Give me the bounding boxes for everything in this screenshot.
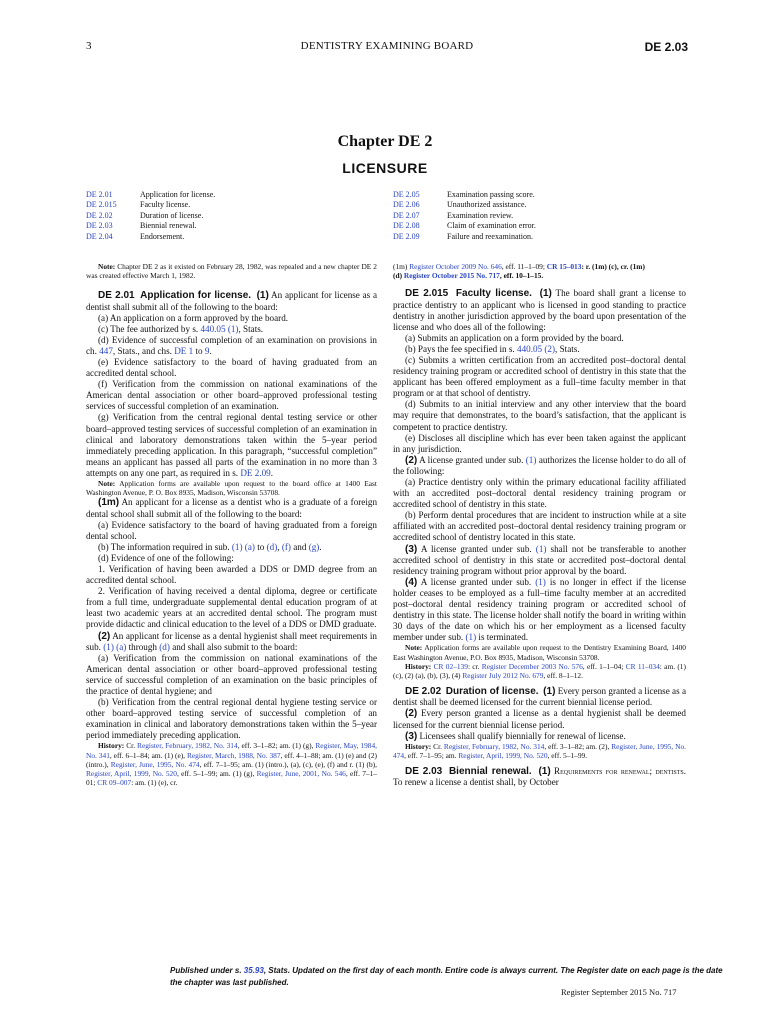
para: (d) Evidence of successful completion of an examination on provisions in ch. 447, Stats., and chs. DE 1 to 9. — [86, 334, 377, 356]
register-link[interactable]: Register, June, 1995, No. 474 — [110, 759, 200, 769]
para: (4) A license granted under sub. (1) is no longer in effect if the license holder ceases to be employed as a full–time faculty member at an accredited post–doctoral dental residency training program or accredited school of dentistry in this state. The license holder shall notify the board in writing within 30 days of the date on which his or her employment as a licensed faculty member under sub. (1) is terminated. — [393, 576, 687, 643]
para: (a) Verification from the commission on national examinations of the American dental association or other board–approved professional testing service of successful completion of an examination on the basic principles of the practice of dental hygiene; and — [86, 652, 377, 696]
cr-link[interactable]: CR 15–013 — [546, 262, 582, 271]
note: Note: Application forms are available upon request to the board office at 1400 East Washington Avenue, P. O. Box 8935, Madison, Wisconsin 53708. — [86, 479, 377, 498]
toc-row[interactable] — [393, 190, 688, 200]
toc-row[interactable] — [86, 200, 376, 210]
toc-row[interactable] — [86, 211, 376, 221]
para: (b) Perform dental procedures that are incident to instruction while at a site affiliated with an accredited post–doctoral dental residency training program or accredited school of dentistry located in this state. — [393, 510, 686, 543]
history-note: History: Cr. Register, February, 1982, No. 314, eff. 3–1–82; am. (2), Register, June, 1995, No. 474, eff. 7–1–95; am. Register, April, 1999, No. 520, eff. 5–1–99. — [393, 741, 686, 760]
para: 2. Verification of having received a dental diploma, degree or certificate from a full time, undergraduate supplemental dental education program of at least two academic years at an accredited dental school. The program must provide didactic and clinical education to the level of a DDS or DMD graduate. — [86, 586, 377, 630]
toc-link[interactable]: DE 2.03 — [86, 221, 113, 231]
para: (2) A license granted under sub. (1) authorizes the license holder to do all of the following: — [393, 454, 686, 476]
chapter-title: Chapter DE 2 — [337, 133, 433, 150]
chapter-subtitle: LICENSURE — [342, 160, 428, 176]
register-link[interactable]: Register, April, 1999, No. 520 — [86, 769, 177, 779]
section-de-2-03: DE 2.03 Biennial renewal. (1) Requirements for renewal; dentists. To renew a license a dentist shall, by October — [393, 766, 687, 788]
toc-row[interactable] — [393, 221, 688, 231]
para: (f) Verification from the commission on national examinations of the American dental association or other board–approved professional testing services of successful completion of an examination. — [86, 379, 377, 412]
toc-title: Endorsement. — [140, 231, 185, 241]
history-note: History: CR 02–139: cr. Register December 2003 No. 576, eff. 1–1–04; CR 11–034: am. (1) (c), (2) (a), (b), (3), (4) Register July 2012 No. 679, eff. 8–1–12. — [393, 661, 686, 681]
chapter-note: Note: Chapter DE 2 as it existed on February 28, 1982, was repealed and a new chapter DE 2 was created effective March 1, 1982. — [86, 262, 377, 281]
chapter-link[interactable]: 447 — [99, 345, 113, 356]
section-de-2-015: DE 2.015 Faculty license. (1) The board shall grant a license to practice dentistry to an applicant who is licensed in good standing to practice dentistry in another jurisdiction approved by the board upon presentation of the license and who does all of the following: — [393, 288, 686, 332]
statute-link[interactable]: 440.05 (2) — [517, 343, 556, 354]
toc-row[interactable] — [393, 211, 688, 221]
toc-link[interactable]: DE 2.05 — [393, 190, 420, 199]
sub-link[interactable]: (1) — [525, 454, 537, 465]
toc-link[interactable]: DE 2.01 — [86, 190, 113, 199]
para: (2) An applicant for license as a dental hygienist shall meet requirements in sub. (1) (a) through (d) and shall also submit to the board: — [86, 630, 377, 652]
toc-link[interactable]: DE 2.06 — [393, 200, 420, 210]
toc-left — [86, 190, 376, 242]
toc-row[interactable] — [393, 232, 688, 242]
cr-link[interactable]: CR 11–034 — [625, 661, 660, 671]
sub-link[interactable]: (1) (a) — [231, 541, 255, 552]
para: (b) Verification from the central regional dental hygiene testing service or other board–approved testing service of successful completion of an examination in clinical and laboratory demonstrations taken within the 5–year period immediately preceding application. — [86, 697, 377, 741]
toc-link[interactable]: DE 2.015 — [86, 200, 117, 210]
toc-link[interactable]: DE 2.07 — [393, 210, 420, 220]
para: (3) Licensees shall qualify biennially for renewal of license. — [405, 730, 626, 742]
section-de-2-02: DE 2.02 Duration of license. (1) Every person granted a license as a dentist shall be deemed licensed for the current biennial license period. — [393, 686, 686, 708]
toc-title: Claim of examination error. — [447, 221, 536, 231]
section-link[interactable]: DE 2.09 — [240, 467, 271, 478]
register-link[interactable]: Register, May, 1984, No. 341 — [86, 741, 378, 760]
toc-title: Failure and reexamination. — [447, 231, 533, 241]
toc-title: Examination review. — [447, 210, 514, 220]
publication-footer: Published under s. 35.93, Stats. Updated on the first day of each month. Entire code is always current. The Register date on each page is the date the chapter was last published. — [170, 966, 723, 987]
register-link[interactable]: Register December 2003 No. 576 — [481, 661, 583, 671]
toc-title: Application for license. — [140, 190, 216, 199]
toc-title: Faculty license. — [140, 200, 191, 210]
sub-link[interactable]: (f) — [281, 541, 291, 552]
right-column — [393, 262, 686, 788]
history-note: History: Cr. Register, February, 1982, No. 314, eff. 3–1–82; am. (1) (g), Register, May, 1984, No. 341, eff. 6–1–84; am. (1) (e), Register, March, 1988, No. 387, eff. 4–1–88; am. (1) (e) and (2) (intro.), Register, June, 1995, No. 474, eff. 7–1–95; am. (1) (intro.), (a), (c), (e), (f) and r. (1) (b), Register, April, 1999, No. 520, eff. 5–1–99; am. (1) (g), Register, June, 2001, No. 546, eff. 7–1–01; CR 09–007: am. (1) (e), cr. — [86, 741, 378, 788]
sub-link[interactable]: (1) — [535, 543, 547, 554]
para: (1m) An applicant for a license as a dentist who is a graduate of a foreign dental school shall submit all of the following to the board: — [86, 497, 378, 519]
page-number: 3 — [86, 40, 92, 52]
note: Note: Application forms are available upon request to the Dentistry Examining Board, 1400 East Washington Avenue, P.O. Box 8935, Madison, Wisconsin 53708. — [393, 643, 686, 662]
header-title: DENTISTRY EXAMINING BOARD — [300, 40, 474, 52]
register-link[interactable]: Register, February, 1982, No. 314 — [137, 741, 238, 751]
toc-link[interactable]: DE 2.02 — [86, 210, 113, 220]
toc-title: Unauthorized assistance. — [447, 200, 527, 210]
sub-link[interactable]: (1) — [535, 576, 546, 587]
register-link[interactable]: Register July 2012 No. 679 — [462, 671, 544, 681]
toc-link[interactable]: DE 2.04 — [86, 231, 113, 241]
para: (2) Every person granted a license as a dental hygienist shall be deemed licensed for the current biennial license period. — [393, 708, 686, 730]
sub-link[interactable]: (d) — [266, 541, 278, 552]
cr-link[interactable]: CR 02–139 — [433, 661, 468, 671]
para: (d) Evidence of one of the following: — [98, 552, 234, 563]
register-link[interactable]: CR 09–007 — [97, 778, 132, 788]
para: (c) Submits a written certification from an accredited post–doctoral dental residency training program or accredited school of dentistry in this state that the applicant has been offered employment as a full–time faculty member in that program or at that school of dentistry. — [393, 354, 686, 399]
statute-link[interactable]: 440.05 (1) — [200, 323, 239, 334]
para: (b) The information required in sub. (1) (a) to (d), (f) and (g). — [98, 541, 322, 552]
para: (a) Evidence satisfactory to the board of having graduated from a foreign dental school. — [86, 519, 377, 541]
para: (g) Verification from the central regional dental testing service or other board–approved testing services of successful completion of an examination in clinical and laboratory demonstrations taken within the 5–year period immediately preceding application. In this paragraph, “successful completion” means an applicant has passed all parts of the examination in no more than 3 attempts on any one part, as required in s. DE 2.09. — [86, 412, 377, 478]
para: (c) The fee authorized by s. 440.05 (1), Stats. — [98, 323, 264, 334]
register-date: Register September 2015 No. 717 — [561, 987, 677, 997]
header-code: DE 2.03 — [644, 40, 688, 54]
para: (b) Pays the fee specified in s. 440.05 (2), Stats. — [405, 343, 580, 354]
chapter-link[interactable]: 9 — [204, 345, 210, 356]
register-link[interactable]: Register, April, 1999, No. 520 — [458, 750, 548, 760]
toc-row[interactable] — [86, 190, 376, 200]
sub-link[interactable]: (1) (a) — [103, 641, 127, 652]
section-de-2-01: DE 2.01 Application for license. (1) An applicant for license as a dentist shall submit all of the following to the board: — [86, 290, 378, 312]
statute-link[interactable]: 35.93 — [243, 966, 264, 975]
para: (a) An application on a form approved by the board. — [98, 312, 289, 323]
para: (e) Discloses all discipline which has ever been taken against the applicant in any jurisdiction. — [393, 432, 686, 454]
left-column — [86, 262, 377, 787]
register-link[interactable]: Register, June, 2001, No. 546 — [256, 769, 346, 779]
toc-link[interactable]: DE 2.08 — [393, 221, 420, 231]
sub-link[interactable]: (1) — [465, 632, 477, 643]
register-link[interactable]: Register October 2009 No. 646 — [409, 262, 502, 271]
history-continued: (1m) Register October 2009 No. 646, eff. 11–1–09; CR 15–013: r. (1m) (c), cr. (1m) (d) Register October 2015 No. 717, eff. 10–1–15. — [393, 262, 645, 281]
para: (e) Evidence satisfactory to the board of having graduated from an accredited dental school. — [86, 356, 377, 379]
toc-right — [393, 190, 688, 242]
para: (a) Practice dentistry only within the primary educational facility affiliated with an accredited post–doctoral dental residency training program or accredited school of dentistry in this state. — [393, 477, 686, 510]
sub-link[interactable]: (d) — [159, 641, 170, 652]
toc-row[interactable] — [86, 221, 376, 231]
toc-link[interactable]: DE 2.09 — [393, 231, 420, 241]
para: 1. Verification of having been awarded a DDS or DMD degree from an accredited dental school. — [86, 563, 377, 586]
register-link[interactable]: Register October 2015 No. 717 — [403, 271, 500, 281]
register-link[interactable]: Register, March, 1988, No. 387 — [186, 750, 281, 760]
para: (a) Submits an application on a form provided by the board. — [405, 332, 624, 343]
chapter-link[interactable]: DE 1 — [174, 345, 194, 356]
toc-title: Duration of license. — [140, 210, 204, 220]
para: (d) Submits to an initial interview and any other interview that the board may require that demonstrates, to the board’s satisfaction, that the applicant is competent to practice dentistry. — [393, 399, 686, 432]
toc-title: Biennial renewal. — [140, 221, 197, 231]
sub-link[interactable]: (g) — [308, 541, 320, 552]
para: (3) A license granted under sub. (1) shall not be transferable to another accredited school of dentistry in this state or accredited post–doctoral dental residency training program without prior approval by the board. — [393, 543, 687, 576]
running-header — [86, 40, 688, 56]
toc-row[interactable] — [86, 232, 376, 242]
toc-row[interactable] — [393, 200, 688, 210]
register-link[interactable]: Register, February, 1982, No. 314 — [443, 741, 545, 751]
register-link[interactable]: Register, June, 1995, No. 474 — [393, 741, 686, 760]
toc-title: Examination passing score. — [447, 190, 535, 199]
